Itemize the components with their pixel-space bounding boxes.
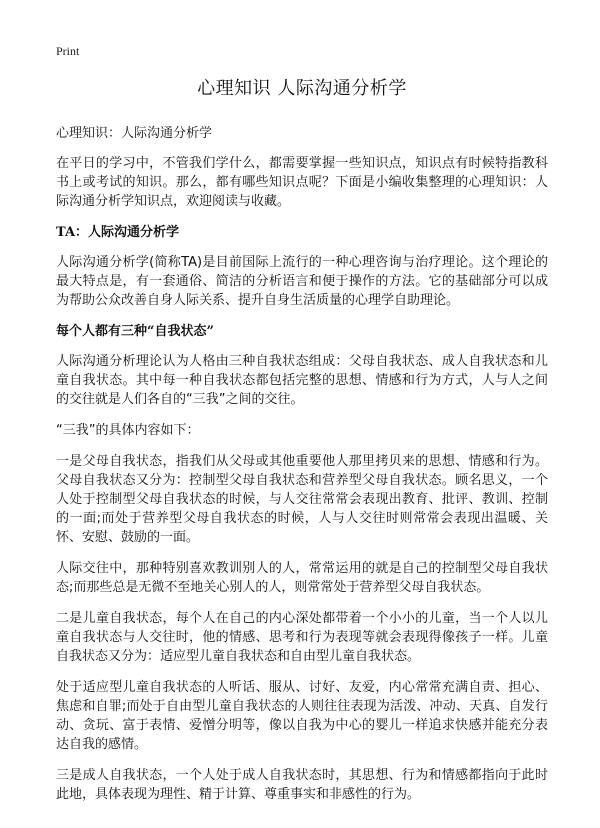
paragraph: 人际沟通分析学(简称TA)是目前国际上流行的一种心理咨询与治疗理论。这个理论的最大特点是，有一套通俗、简洁的分析语言和便于操作的方法。它的基础部分可以成为帮助公众改善自身人际关系、提升自身生活质量的心理学自助理论。 [56, 255, 548, 308]
section-heading-ta: TA：人际沟通分析学 [56, 225, 180, 240]
document-subtitle: 心理知识：人际沟通分析学 [56, 126, 213, 141]
paragraph: 二是儿童自我状态，每个人在自己的内心深处都带着一个小小的儿童，当一个人以儿童自我状态与人交往时，他的情感、思考和行为表现等就会表现得像孩子一样。儿童自我状态又分为：适应型儿童自我状态和自由型儿童自我状态。 [56, 611, 548, 664]
paragraph: 处于适应型儿童自我状态的人听话、服从、讨好、友爱，内心常常充满自责、担心、焦虑和自罪;而处于自由型儿童自我状态的人则往往表现为活泼、冲动、天真、自发行动、贪玩、富于表情、爱憎分明等，像以自我为中心的婴儿一样追求快感并能充分表达自我的感情。 [56, 680, 548, 752]
print-link[interactable]: Print [56, 44, 80, 58]
section-heading-three-ego-states: 每个人都有三种“自我状态” [56, 324, 214, 339]
paragraph: 三是成人自我状态，一个人处于成人自我状态时，其思想、行为和情感都指向于此时此地，具体表现为理性、精于计算、尊重事实和非感性的行为。 [56, 768, 548, 802]
paragraph: “三我”的具体内容如下： [56, 423, 200, 438]
paragraph: 人际沟通分析理论认为人格由三种自我状态组成：父母自我状态、成人自我状态和儿童自我状态。其中每一种自我状态都包括完整的思想、情感和行为方式，人与人之间的交往就是人们各自的“三我”之间的交往。 [56, 354, 548, 407]
paragraph: 人际交往中，那种特别喜欢教训别人的人，常常运用的就是自己的控制型父母自我状态;而那些总是无微不至地关心别人的人，则常常处于营养型父母自我状态。 [56, 561, 548, 595]
intro-paragraph: 在平日的学习中，不管我们学什么，都需要掌握一些知识点，知识点有时候特指教科书上或考试的知识。那么，都有哪些知识点呢？下面是小编收集整理的心理知识：人际沟通分析学知识点，欢迎阅读与收藏。 [56, 156, 548, 209]
paragraph: 一是父母自我状态，指我们从父母或其他重要他人那里拷贝来的思想、情感和行为。父母自我状态又分为：控制型父母自我状态和营养型父母自我状态。顾名思义，一个人处于控制型父母自我状态的时候，与人交往常常会表现出教育、批评、教训、控制的一面;而处于营养型父母自我状态的时候，人与人交往时则常常会表现出温暖、关怀、安慰、鼓励的一面。 [56, 454, 548, 545]
page-title: 心理知识 人际沟通分析学 [197, 78, 407, 99]
